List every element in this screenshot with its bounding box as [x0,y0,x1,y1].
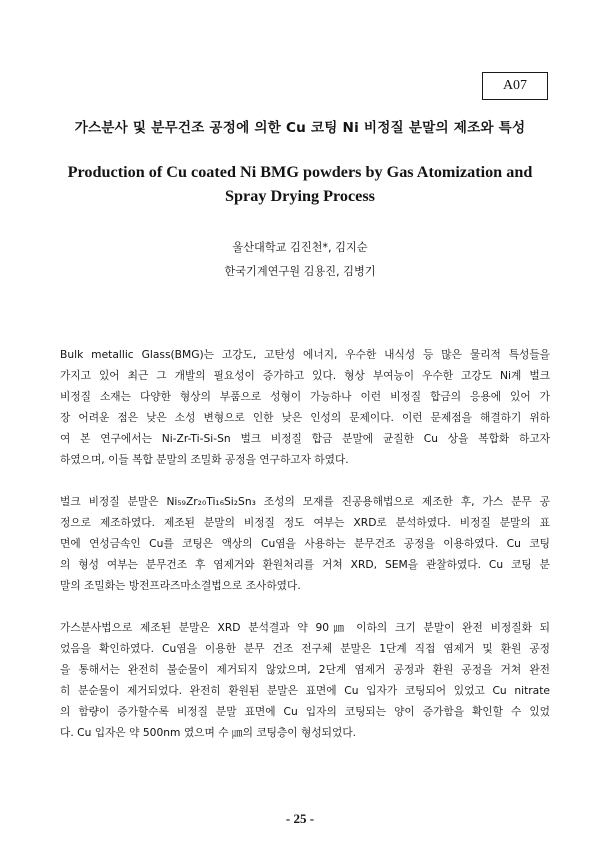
english-title [40,160,560,208]
text-line: Bulk metallic Glass(BMG)는 고강도, 고탄성 에너지, 우수한 내식성 등 많은 물리적 특성들을 [60,348,550,361]
text-line: 장 어려운 점은 낮은 소성 변형으로 인한 낮은 인성의 문제이다. 이런 문제점을 해결하기 위하 [60,411,550,424]
text-line: 하였으며, 이들 복합 분말의 조밀화 공정을 연구하고자 하였다. [60,453,349,466]
author-affiliation-1: 울산대학교 김진천*, 김지순 [232,241,368,254]
paragraph-1 [60,344,550,470]
text-line: 비정질 소재는 다양한 형상의 부품으로 성형이 가능하나 이런 비정질 합금의 응용에 있어 가 [60,390,550,403]
english-title-line-1: Production of Cu coated Ni BMG powders by Gas Atomization and [67,163,533,181]
author-affiliation-2: 한국기계연구원 김용진, 김병기 [224,265,376,278]
text-line: 말의 조밀화는 방전프라즈마소결법으로 조사하였다. [60,579,301,592]
text-line: 여 본 연구에서는 Ni-Zr-Ti-Si-Sn 벌크 비정질 합금 분말에 균질한 Cu 상을 복합화 하고자 [60,432,550,445]
page-number: - 25 - [285,811,315,826]
text-line: 가스분사법으로 제조된 분말은 XRD 분석결과 약 90㎛ 이하의 크기 분말이 완전 비정질화 되 [60,621,550,634]
text-line: 가지고 있어 최근 그 개발의 필요성이 증가하고 있다. 형상 부여능이 우수한 고강도 Ni계 벌크 [60,369,550,382]
paragraph-2 [60,491,550,596]
authors-block [0,236,600,284]
text-line: 을 통해서는 완전히 불순물이 제거되지 않았으며, 2단계 염제거 공정과 환원 공정을 거쳐 완전 [60,663,550,676]
text-line: 히 분순물이 제거되었다. 완전히 환원된 분말은 표면에 Cu 입자가 코팅되어 있었고 Cu nitrate [60,684,550,697]
english-title-line-2: Spray Drying Process [225,187,375,205]
text-line: 면에 연성금속인 Cu를 코팅은 액상의 Cu염을 사용하는 분무건조 공정을 이용하였다. Cu 코팅 [60,537,550,550]
abstract-code-box [482,72,548,100]
korean-title: 가스분사 및 분무건조 공정에 의한 Cu 코팅 Ni 비정질 분말의 제조와 특성 [74,120,526,136]
text-line: 었음을 확인하였다. Cu염을 이용한 분무 건조 전구체 분말은 1단계 직접 염제거 및 환원 공정 [60,642,550,655]
text-line: 벌크 비정질 분말은 Ni₅₉Zr₂₀Ti₁₆Si₂Sn₃ 조성의 모재를 진공용해법으로 제조한 후, 가스 분무 공 [60,495,550,508]
abstract-body [60,344,550,764]
paragraph-3 [60,617,550,743]
text-line: 다. Cu 입자은 약 500nm 였으며 수 ㎛의 코팅층이 형성되었다. [60,726,357,739]
text-line: 의 함량이 증가할수록 비정질 분말 표면에 Cu 입자의 코팅되는 양이 증가함을 확인할 수 있었 [60,705,550,718]
text-line: 정으로 제조하였다. 제조된 분말의 비정질 정도 여부는 XRD로 분석하였다. 비정질 분말의 표 [60,516,550,529]
abstract-code: A07 [502,78,528,93]
text-line: 의 형성 여부는 분무건조 후 염제거와 환원처리를 거쳐 XRD, SEM을 관찰하였다. Cu 코팅 분 [60,558,550,571]
